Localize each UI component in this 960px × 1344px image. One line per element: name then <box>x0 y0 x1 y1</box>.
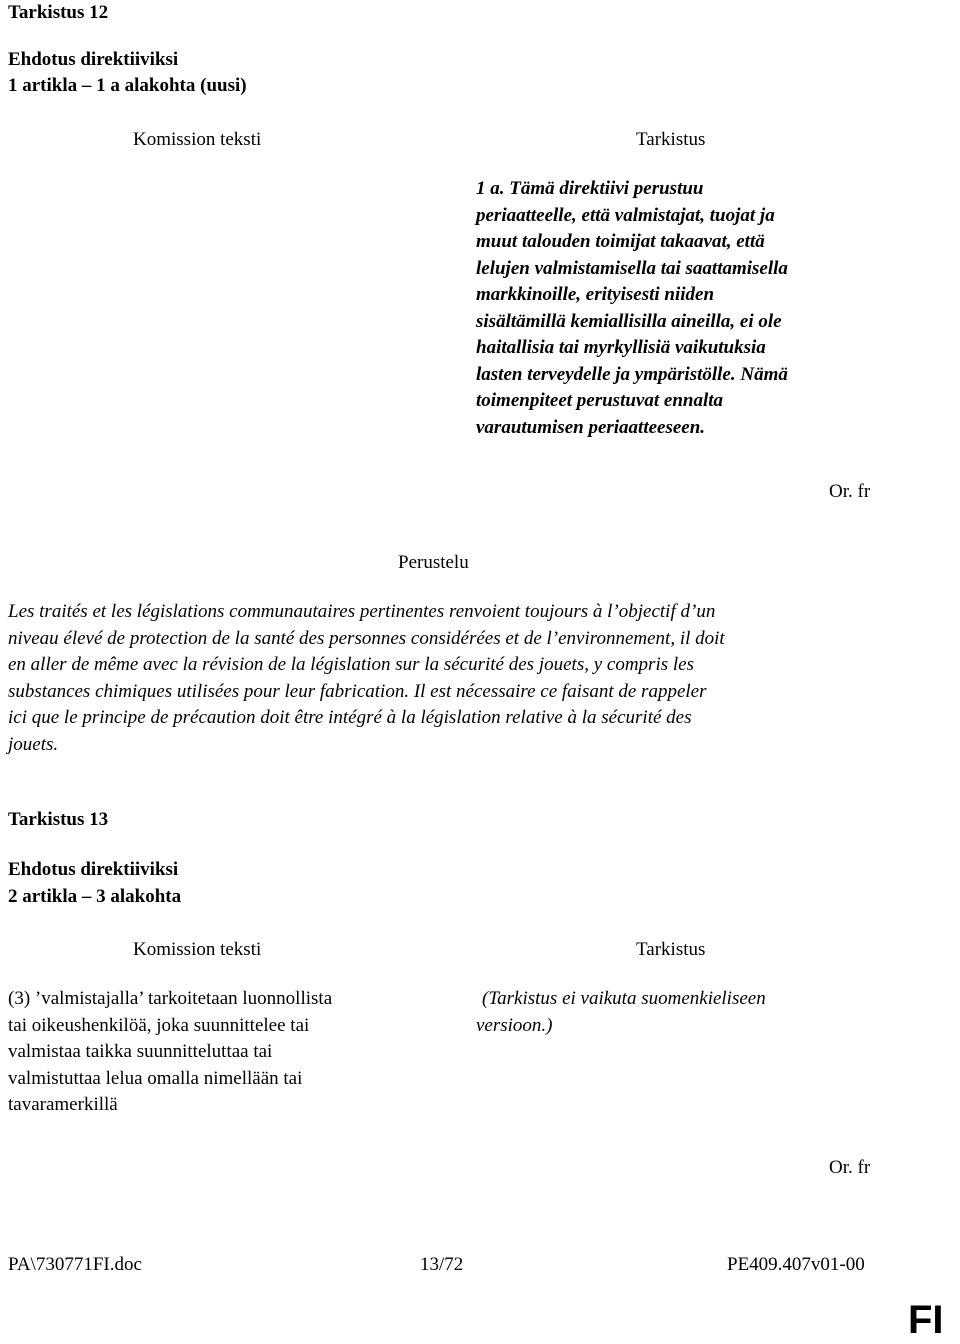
amendment-12-commission-header: Komission teksti <box>133 129 262 150</box>
footer-doc-ref: PA\730771FI.doc <box>8 1254 142 1275</box>
text-line: haitallisia tai myrkyllisiä vaikutuksia <box>476 337 766 358</box>
footer-pe-ref: PE409.407v01-00 <box>727 1254 865 1275</box>
text-line: tai oikeushenkilöä, joka suunnittelee tai <box>8 1014 310 1036</box>
text-line: Les traités et les législations communautaires pertinentes renvoient toujours à l’objectif d’un <box>8 601 716 622</box>
text-line: versioon.) <box>476 1014 553 1036</box>
text-line: valmistuttaa lelua omalla nimellään tai <box>8 1067 303 1089</box>
amendment-12-reference: 1 artikla – 1 a alakohta (uusi) <box>8 75 247 96</box>
text-line: (3) ’valmistajalla’ tarkoitetaan luonnollista <box>8 988 333 1009</box>
text-line: markkinoille, erityisesti niiden <box>476 284 715 305</box>
text-line: niveau élevé de protection de la santé des personnes considérées et de l’environnement, il doit <box>8 627 725 649</box>
amendment-13-commission-header: Komission teksti <box>133 939 262 960</box>
text-line: ici que le principe de précaution doit être intégré à la législation relative à la sécurité des <box>8 707 692 728</box>
text-line: (Tarkistus ei vaikuta suomenkieliseen <box>482 988 766 1009</box>
text-line: substances chimiques utilisées pour leur fabrication. Il est nécessaire ce faisant de rappeler <box>8 680 707 702</box>
amendment-13-reference: 2 artikla – 3 alakohta <box>8 886 182 907</box>
text-line: 1 a. Tämä direktiivi perustuu <box>476 178 704 199</box>
amendment-12-original-language: Or. fr <box>829 481 871 502</box>
amendment-13-proposal: Ehdotus direktiiviksi <box>8 859 179 880</box>
footer-page-number: 13/72 <box>420 1254 464 1275</box>
text-line: tavaramerkillä <box>8 1094 118 1115</box>
justification-header: Perustelu <box>398 552 469 573</box>
amendment-13-original-language: Or. fr <box>829 1157 871 1178</box>
text-line: muut talouden toimijat takaavat, että <box>476 231 765 252</box>
amendment-13-title: Tarkistus 13 <box>8 809 109 830</box>
amendment-13-commission-text <box>8 986 332 1119</box>
text-line: lasten terveydelle ja ympäristölle. Nämä <box>476 363 788 385</box>
amendment-12-text <box>476 176 788 441</box>
text-line: toimenpiteet perustuvat ennalta <box>476 390 724 411</box>
amendment-12-title: Tarkistus 12 <box>8 2 109 23</box>
justification-text <box>8 599 725 758</box>
text-line: lelujen valmistamisella tai saattamisella <box>476 257 788 279</box>
amendment-13-amendment-header: Tarkistus <box>636 939 706 960</box>
text-line: jouets. <box>8 733 59 755</box>
text-line: sisältämillä kemiallisilla aineilla, ei ole <box>476 310 782 332</box>
amendment-12-amendment-header: Tarkistus <box>636 129 706 150</box>
text-line: en aller de même avec la révision de la législation sur la sécurité des jouets, y compris les <box>8 654 694 675</box>
amendment-12-proposal: Ehdotus direktiiviksi <box>8 49 179 70</box>
text-line: varautumisen periaatteeseen. <box>476 416 706 438</box>
text-line: periaatteelle, että valmistajat, tuojat ja <box>476 204 775 226</box>
text-line: valmistaa taikka suunnitteluttaa tai <box>8 1041 273 1062</box>
language-mark: FI <box>908 1298 944 1342</box>
amendment-13-text <box>476 986 766 1039</box>
